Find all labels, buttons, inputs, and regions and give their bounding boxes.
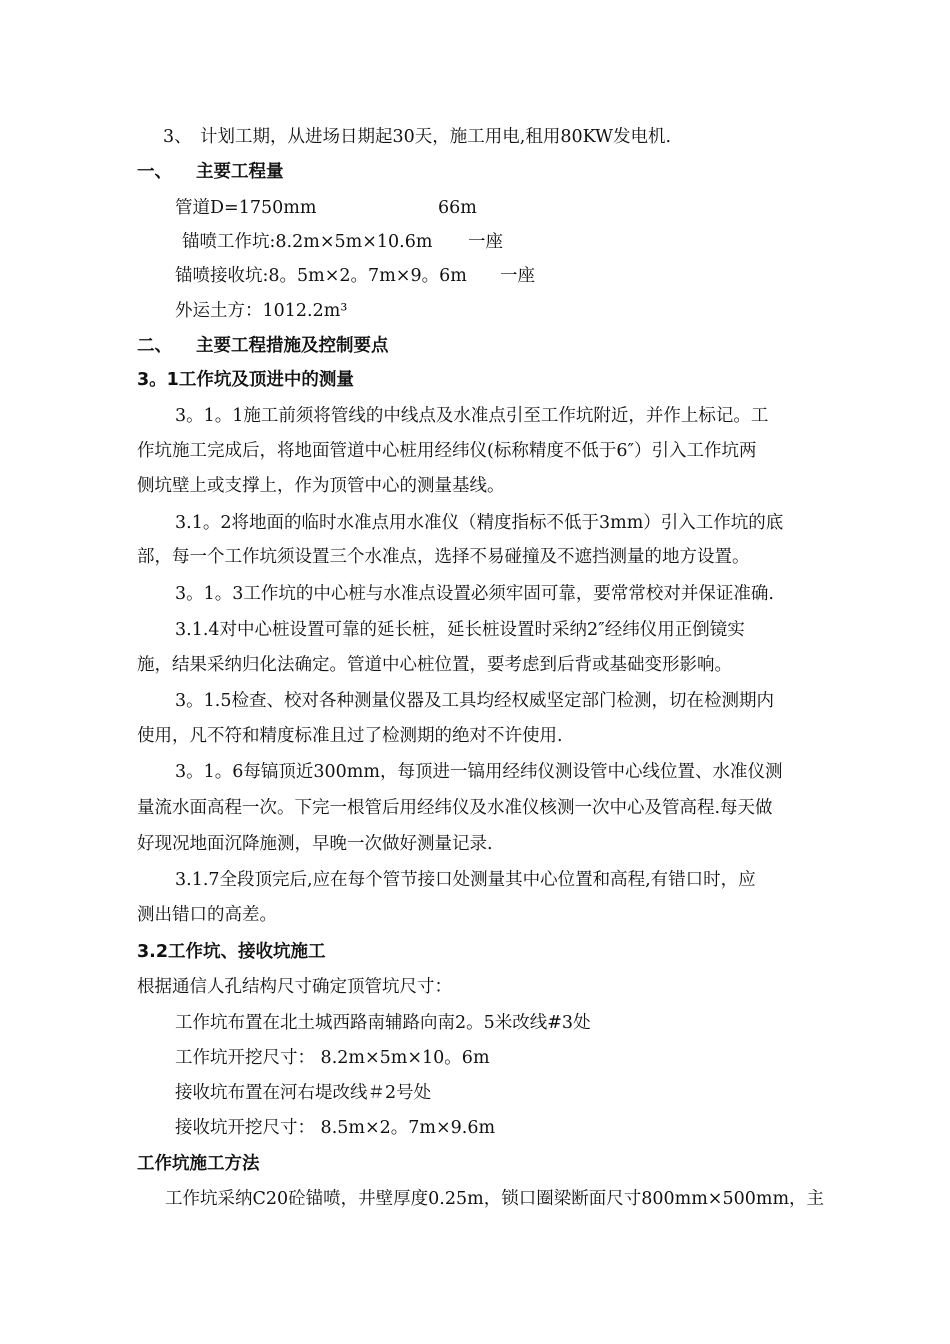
intro-number: 3、: [163, 127, 192, 147]
pit-spec-line: 接收坑开挖尺寸： 8.5m×2。7m×9.6m: [175, 1118, 496, 1138]
paragraph-line: 3。1.5检查、校对各种测量仪器及工具均经权威坚定部门检测，切在检测期内: [175, 691, 774, 711]
method-text: 工作坑采纳C20砼锚喷，井壁厚度0.25m，锁口圈梁断面尺寸800mm×500mm，主: [165, 1189, 825, 1209]
quantity-name: 管道D=1750mm: [175, 198, 317, 218]
paragraph-line: 好现况地面沉降施测，早晚一次做好测量记录.: [137, 834, 493, 854]
paragraph-line: 3。1。1施工前须将管线的中线点及水准点引至工作坑附近，并作上标记。工: [175, 406, 769, 426]
section1-title: 主要工程量: [196, 162, 284, 182]
paragraph-line: 量流水面高程一次。下完一根管后用经纬仪及水准仪核测一次中心及管高程.每天做: [137, 798, 773, 818]
pit-spec-line: 接收坑布置在河右堤改线＃2号处: [175, 1083, 432, 1103]
paragraph-line: 3.1。2将地面的临时水准点用水准仪（精度指标不低于3mm）引入工作坑的底: [175, 513, 784, 533]
section2-title: 主要工程措施及控制要点: [196, 336, 389, 356]
paragraph-line: 测出错口的高差。: [137, 905, 277, 925]
quantity-name: 外运土方：1012.2m³: [175, 301, 348, 321]
subsection-3-1-title: 3。1工作坑及顶进中的测量: [137, 370, 354, 390]
paragraph-line: 侧坑壁上或支撑上，作为顶管中心的测量基线。: [137, 476, 505, 496]
intro-text: 计划工期，从进场日期起30天，施工用电,租用80KW发电机.: [200, 127, 672, 147]
paragraph-line: 使用，凡不符和精度标准且过了检测期的绝对不许使用.: [137, 726, 563, 746]
section2-number: 二、: [137, 336, 172, 356]
paragraph-line: 3.1.4对中心桩设置可靠的延长桩，延长桩设置时采纳2″经纬仪用正倒镜实: [175, 620, 745, 640]
paragraph-line: 作坑施工完成后，将地面管道中心桩用经纬仪(标称精度不低于6″）引入工作坑两: [137, 441, 757, 461]
method-title: 工作坑施工方法: [137, 1154, 260, 1174]
quantity-value: 66m: [438, 198, 477, 218]
subsection-3-2-intro: 根据通信人孔结构尺寸确定顶管坑尺寸：: [137, 977, 452, 997]
quantity-name: 锚喷工作坑:8.2m×5m×10.6m: [182, 232, 433, 252]
subsection-3-2-title: 3.2工作坑、接收坑施工: [137, 942, 326, 962]
section1-number: 一、: [137, 162, 172, 182]
paragraph-line: 部，每一个工作坑须设置三个水准点，选择不易碰撞及不遮挡测量的地方设置。: [137, 547, 750, 567]
quantity-value: 一座: [500, 266, 535, 286]
paragraph-line: 施，结果采纳归化法确定。管道中心桩位置，要考虑到后背或基础变形影响。: [137, 655, 732, 675]
paragraph-line: 3。1。6每镐顶近300mm，每顶进一镐用经纬仪测设管中心线位置、水准仪测: [175, 762, 783, 782]
pit-spec-line: 工作坑布置在北土城西路南辅路向南2。5米改线#3处: [175, 1013, 591, 1033]
quantity-name: 锚喷接收坑:8。5m×2。7m×9。6m: [175, 266, 467, 286]
quantity-value: 一座: [468, 232, 503, 252]
paragraph-line: 3。1。3工作坑的中心桩与水准点设置必须牢固可靠，要常常校对并保证准确.: [175, 584, 774, 604]
pit-spec-line: 工作坑开挖尺寸： 8.2m×5m×10。6m: [175, 1048, 490, 1068]
paragraph-line: 3.1.7全段顶完后,应在每个管节接口处测量其中心位置和高程,有错口时，应: [175, 870, 756, 890]
